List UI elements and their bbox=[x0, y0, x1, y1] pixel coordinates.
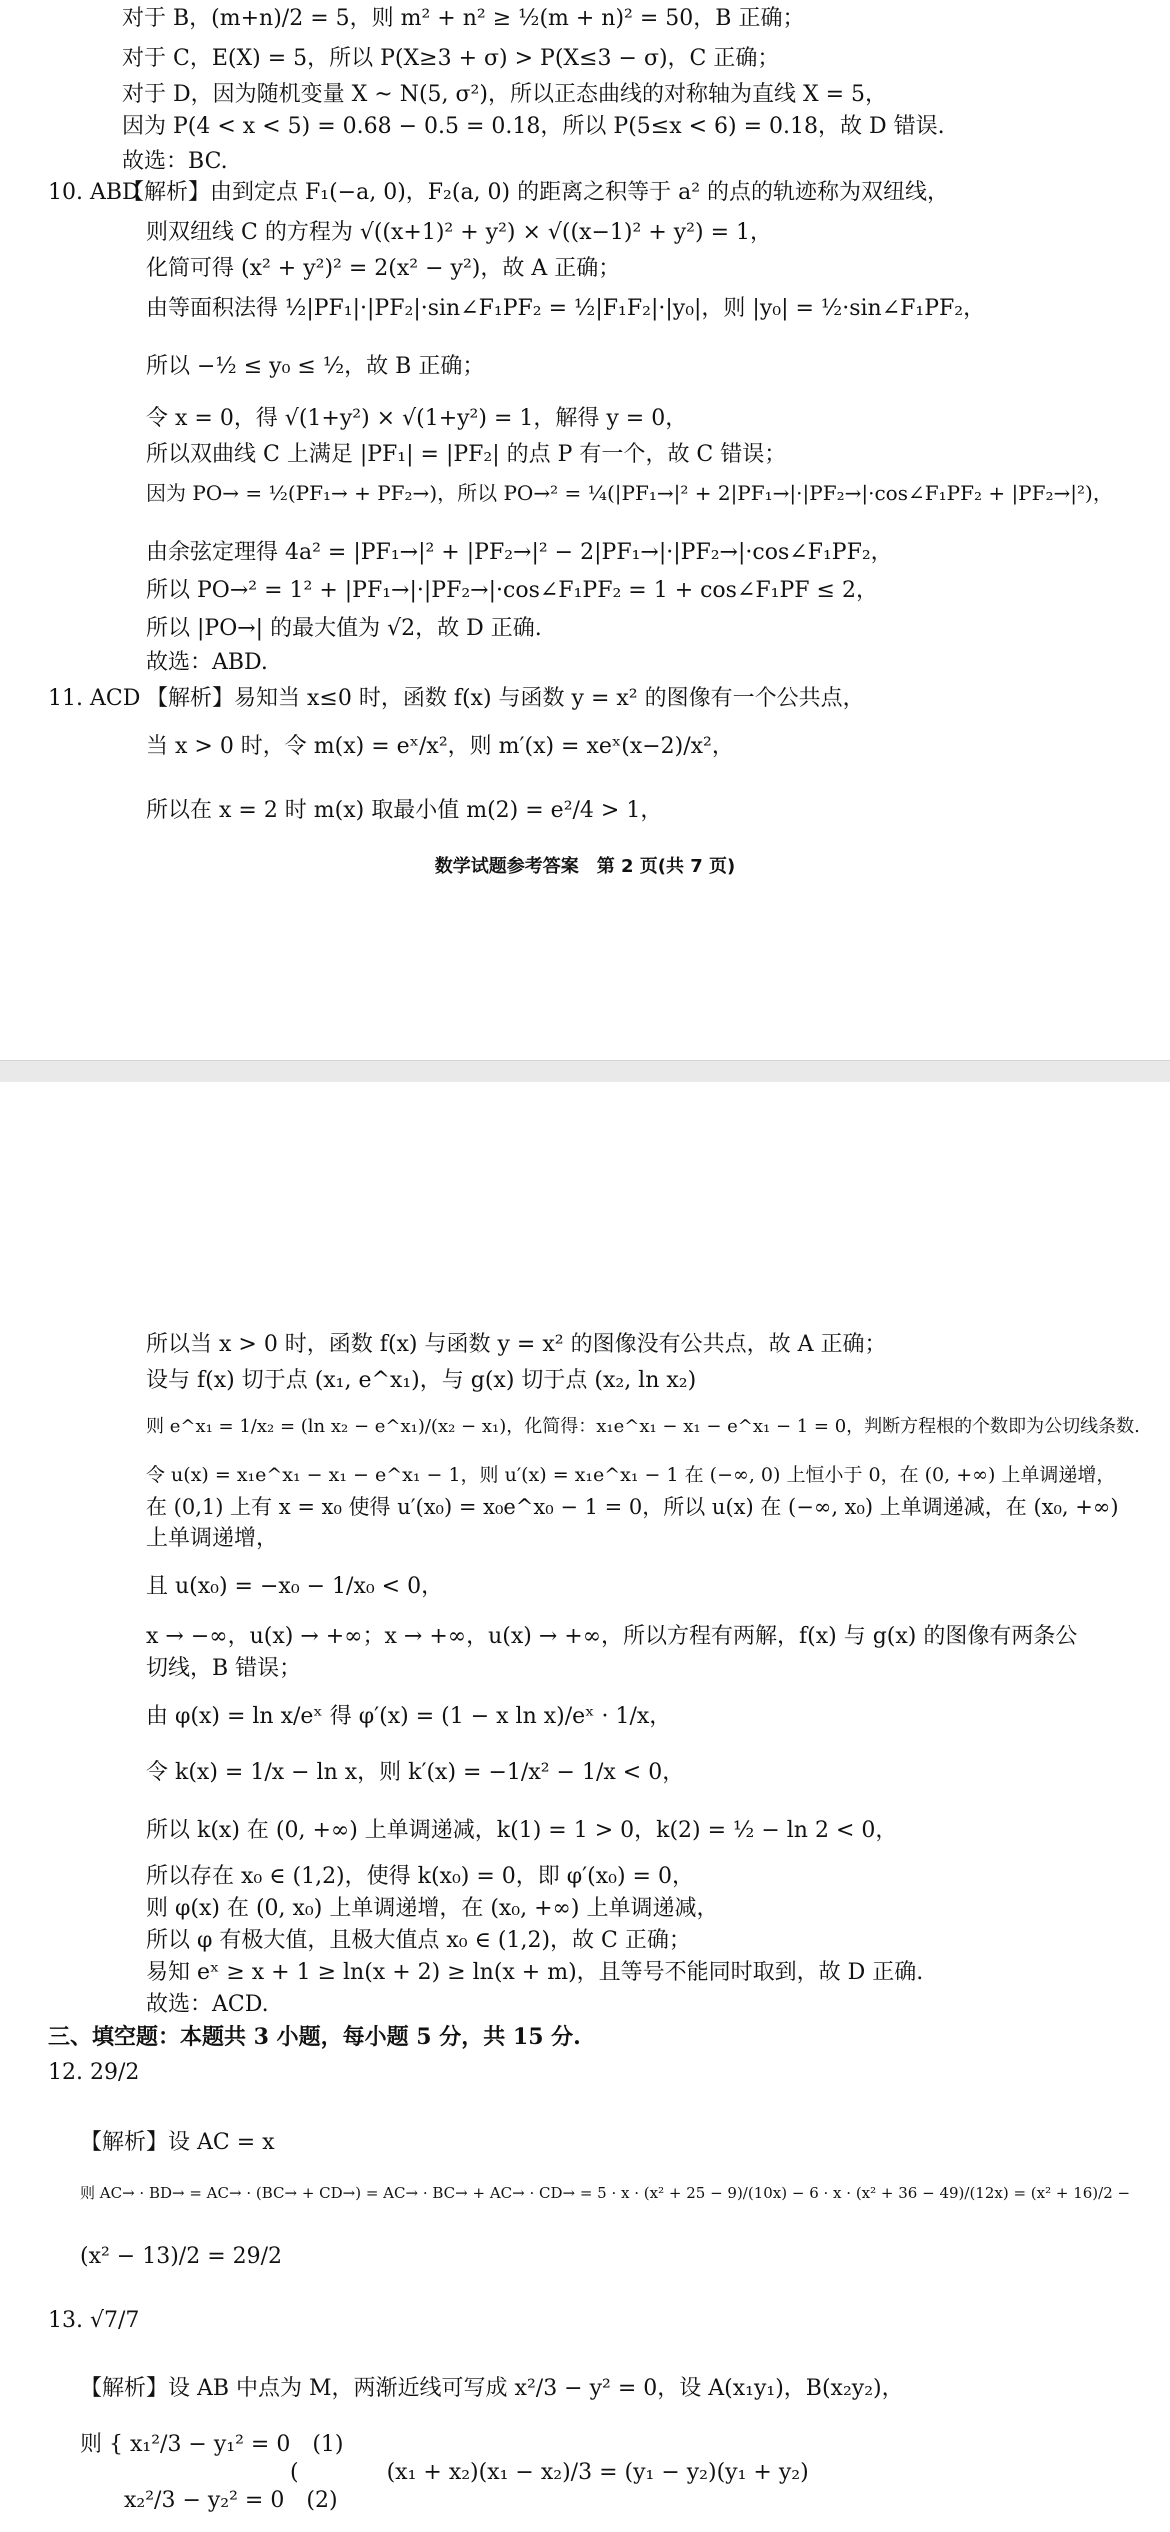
text-line: 【解析】设 AC = x bbox=[80, 2130, 275, 2155]
text-line: 【解析】设 AB 中点为 M，两渐近线可写成 x²/3 − y² = 0，设 A(x₁y₁)，B(x₂y₂)， bbox=[80, 2376, 904, 2401]
question-number: 10. ABD bbox=[48, 180, 140, 205]
text-line: 切线，B 错误； bbox=[146, 1656, 302, 1681]
text-line: 所以在 x = 2 时 m(x) 取最小值 m(2) = e²/4 > 1， bbox=[146, 798, 663, 823]
text-line: 故选：ACD. bbox=[146, 1992, 269, 2017]
text-line: 上单调递增， bbox=[146, 1526, 279, 1551]
text-line: 则 AC→ · BD→ = AC→ · (BC→ + CD→) = AC→ · BC→ + AC→ · CD→ = 5 · x · (x² + 25 − 9)/(10x) − 6 · x · (x² + 36 − 49)/(12x) = (x² + 16)/2 − bbox=[80, 2184, 1131, 2202]
text-line: 由 φ(x) = ln x/eˣ 得 φ′(x) = (1 − x ln x)/eˣ · 1/x， bbox=[146, 1704, 672, 1729]
text-line: 则 φ(x) 在 (0, x₀) 上单调递增，在 (x₀, +∞) 上单调递减， bbox=[146, 1896, 719, 1921]
text-line: x₂²/3 − y₂² = 0 (2) bbox=[80, 2488, 338, 2513]
text-line: 所以 |PO→| 的最大值为 √2，故 D 正确. bbox=[146, 616, 542, 641]
text-line: 【解析】由到定点 F₁(−a, 0)，F₂(a, 0) 的距离之积等于 a² 的点的轨迹称为双纽线， bbox=[122, 180, 950, 205]
text-line: 所以双曲线 C 上满足 |PF₁| = |PF₂| 的点 P 有一个，故 C 错误； bbox=[146, 442, 787, 467]
text-line: 所以存在 x₀ ∈ (1,2)，使得 k(x₀) = 0，即 φ′(x₀) = 0， bbox=[146, 1864, 694, 1889]
text-line: 因为 PO→ = ½(PF₁→ + PF₂→)，所以 PO→² = ¼(|PF₁→|² + 2|PF₁→|·|PF₂→|·cos∠F₁PF₂ + |PF₂→|²)， bbox=[146, 481, 1113, 505]
text-line: 【解析】易知当 x≤0 时，函数 f(x) 与函数 y = x² 的图像有一个公共点， bbox=[146, 686, 865, 711]
text-line: 对于 D，因为随机变量 X ~ N(5, σ²)，所以正态曲线的对称轴为直线 X = 5， bbox=[122, 82, 888, 107]
text-line: 设与 f(x) 切于点 (x₁, e^x₁)，与 g(x) 切于点 (x₂, ln x₂) bbox=[146, 1368, 697, 1393]
text-line: 所以当 x > 0 时，函数 f(x) 与函数 y = x² 的图像没有公共点，故 A 正确； bbox=[146, 1332, 887, 1357]
text-line: (x² − 13)/2 = 29/2 bbox=[80, 2244, 283, 2269]
text-line: 所以 φ 有极大值，且极大值点 x₀ ∈ (1,2)，故 C 正确； bbox=[146, 1928, 691, 1953]
text-line: 由余弦定理得 4a² = |PF₁→|² + |PF₂→|² − 2|PF₁→|·|PF₂→|·cos∠F₁PF₂， bbox=[146, 540, 893, 565]
page-separator bbox=[0, 1060, 1170, 1084]
page-footer: 数学试题参考答案 第 2 页(共 7 页) bbox=[434, 856, 736, 877]
text-line: 在 (0,1) 上有 x = x₀ 使得 u′(x₀) = x₀e^x₀ − 1 = 0，所以 u(x) 在 (−∞, x₀) 上单调递减，在 (x₀, +∞) bbox=[146, 1495, 1119, 1519]
text-line: 由等面积法得 ½|PF₁|·|PF₂|·sin∠F₁PF₂ = ½|F₁F₂|·|y₀|，则 |y₀| = ½·sin∠F₁PF₂， bbox=[146, 296, 986, 321]
text-line: 所以 PO→² = 1² + |PF₁→|·|PF₂→|·cos∠F₁PF₂ = 1 + cos∠F₁PF ≤ 2， bbox=[146, 578, 878, 603]
text-line: 化简可得 (x² + y²)² = 2(x² − y²)，故 A 正确； bbox=[146, 256, 621, 281]
text-line: 令 u(x) = x₁e^x₁ − x₁ − e^x₁ − 1，则 u′(x) = x₁e^x₁ − 1 在 (−∞, 0) 上恒小于 0，在 (0, +∞) 上单调递增， bbox=[146, 1464, 1116, 1486]
text-line: ( (x₁ + x₂)(x₁ − x₂)/3 = (y₁ − y₂)(y₁ + y₂) bbox=[290, 2460, 809, 2485]
text-line: 故选：BC. bbox=[122, 149, 228, 174]
document-page-top bbox=[0, 0, 1170, 1060]
text-line: 且 u(x₀) = −x₀ − 1/x₀ < 0， bbox=[146, 1574, 444, 1599]
text-line: 故选：ABD. bbox=[146, 650, 268, 675]
text-line: 则双纽线 C 的方程为 √((x+1)² + y²) × √((x−1)² + y²) = 1， bbox=[146, 220, 773, 245]
document-page-bottom bbox=[0, 1082, 1170, 2532]
text-line: 令 k(x) = 1/x − ln x，则 k′(x) = −1/x² − 1/x < 0， bbox=[146, 1760, 685, 1785]
text-line: 所以 −½ ≤ y₀ ≤ ½，故 B 正确； bbox=[146, 354, 485, 379]
text-line: 因为 P(4 < x < 5) = 0.68 − 0.5 = 0.18，所以 P(5≤x < 6) = 0.18，故 D 错误. bbox=[122, 114, 945, 139]
section-heading: 三、填空题：本题共 3 小题，每小题 5 分，共 15 分. bbox=[48, 2024, 581, 2050]
text-line: 令 x = 0，得 √(1+y²) × √(1+y²) = 1，解得 y = 0， bbox=[146, 406, 688, 431]
text-line: 对于 C，E(X) = 5，所以 P(X≥3 + σ) > P(X≤3 − σ)，C 正确； bbox=[122, 46, 780, 71]
text-line: x → −∞，u(x) → +∞；x → +∞，u(x) → +∞，所以方程有两解，f(x) 与 g(x) 的图像有两条公 bbox=[146, 1624, 1078, 1649]
question-number: 11. ACD bbox=[48, 686, 141, 711]
question-number: 12. 29/2 bbox=[48, 2060, 140, 2085]
question-number: 13. √7/7 bbox=[48, 2308, 140, 2333]
text-line: 则 e^x₁ = 1/x₂ = (ln x₂ − e^x₁)/(x₂ − x₁)，化简得：x₁e^x₁ − x₁ − e^x₁ − 1 = 0，判断方程根的个数即为公切线条数. bbox=[146, 1416, 1140, 1437]
text-line: 所以 k(x) 在 (0, +∞) 上单调递减，k(1) = 1 > 0，k(2) = ½ − ln 2 < 0， bbox=[146, 1818, 898, 1843]
text-line: 易知 eˣ ≥ x + 1 ≥ ln(x + 2) ≥ ln(x + m)，且等号不能同时取到，故 D 正确. bbox=[146, 1960, 924, 1985]
text-line: 则 { x₁²/3 − y₁² = 0 (1) bbox=[80, 2432, 344, 2457]
text-line: 对于 B，(m+n)/2 = 5，则 m² + n² ≥ ½(m + n)² = 50，B 正确； bbox=[122, 6, 805, 31]
text-line: 当 x > 0 时，令 m(x) = eˣ/x²，则 m′(x) = xeˣ(x−2)/x²， bbox=[146, 734, 734, 759]
